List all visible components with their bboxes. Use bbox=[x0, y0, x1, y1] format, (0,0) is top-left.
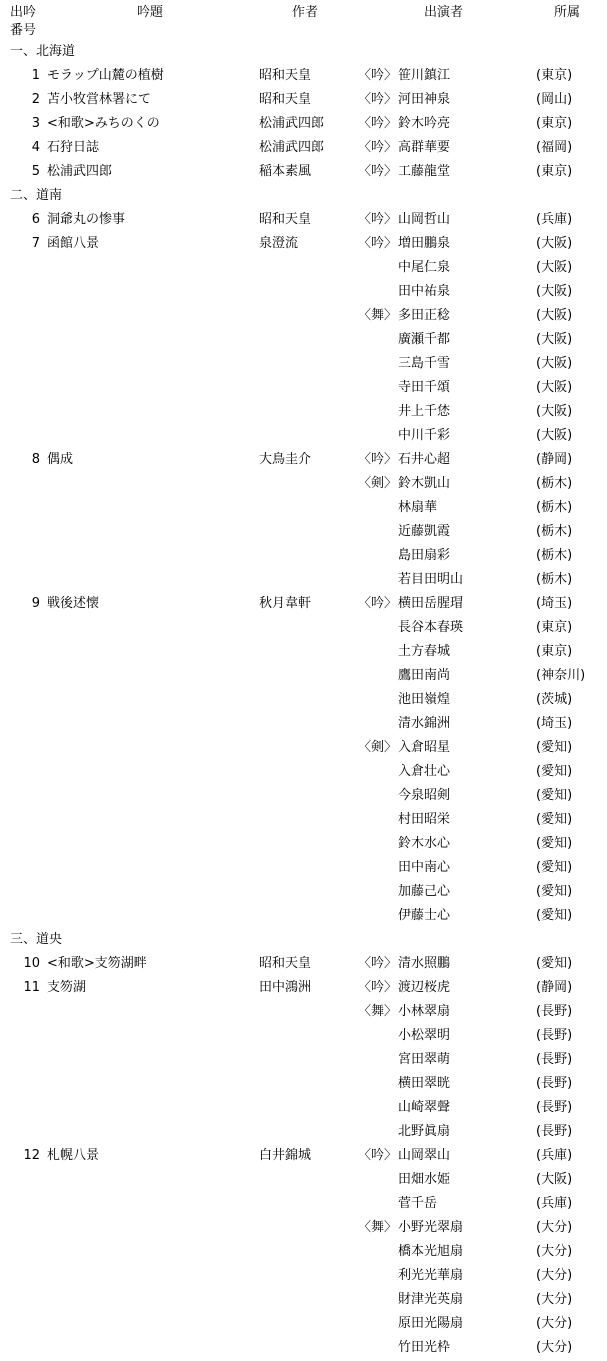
item-author: 昭和天皇 bbox=[259, 68, 312, 83]
performer-affiliation: (大分) bbox=[536, 1220, 573, 1235]
table-header bbox=[0, 4, 607, 40]
performer-affiliation: (大阪) bbox=[536, 236, 573, 251]
performer-affiliation: (栃木) bbox=[536, 548, 573, 563]
item-title: 洞爺丸の惨事 bbox=[47, 212, 126, 227]
performer-affiliation: (大阪) bbox=[536, 428, 573, 443]
performer-role: 〈舞〉 bbox=[358, 1220, 398, 1235]
section-row bbox=[0, 928, 607, 952]
performer-name: 小松翠明 bbox=[398, 1028, 451, 1043]
table-row bbox=[0, 1216, 607, 1240]
table-row bbox=[0, 1144, 607, 1168]
item-number: 2 bbox=[31, 92, 40, 107]
performer-affiliation: (長野) bbox=[536, 1004, 573, 1019]
performer-name: 田中祐泉 bbox=[398, 284, 451, 299]
performer-name: 小野光翠扇 bbox=[398, 1220, 464, 1235]
performer-affiliation: (大阪) bbox=[536, 404, 573, 419]
performer-affiliation: (福岡) bbox=[536, 140, 573, 155]
section-row bbox=[0, 184, 607, 208]
performer-name: 横田岳腥瑁 bbox=[398, 596, 464, 611]
performer-name: 田中南心 bbox=[398, 860, 451, 875]
performer-role: 〈舞〉 bbox=[358, 1004, 398, 1019]
item-author: 昭和天皇 bbox=[259, 956, 312, 971]
table-row bbox=[0, 400, 607, 424]
performer-name: 鈴木水心 bbox=[398, 836, 451, 851]
table-row bbox=[0, 592, 607, 616]
table-row bbox=[0, 328, 607, 352]
performer-affiliation: (大阪) bbox=[536, 308, 573, 323]
performer-role: 〈剣〉 bbox=[358, 740, 398, 755]
performer-affiliation: (埼玉) bbox=[536, 716, 573, 731]
section-heading: 三、道央 bbox=[10, 932, 63, 947]
performer-affiliation: (長野) bbox=[536, 1076, 573, 1091]
item-number: 6 bbox=[31, 212, 40, 227]
table-row bbox=[0, 136, 607, 160]
table-row bbox=[0, 1120, 607, 1144]
performer-affiliation: (愛知) bbox=[536, 884, 573, 899]
item-author: 田中鴻洲 bbox=[259, 980, 312, 995]
table-row bbox=[0, 1072, 607, 1096]
item-number: 5 bbox=[31, 164, 40, 179]
item-title: 松浦武四郎 bbox=[47, 164, 113, 179]
section-heading: 一、北海道 bbox=[10, 44, 76, 59]
performer-affiliation: (大阪) bbox=[536, 260, 573, 275]
table-row bbox=[0, 616, 607, 640]
table-row bbox=[0, 1336, 607, 1360]
item-number: 11 bbox=[23, 980, 40, 995]
performer-role: 〈舞〉 bbox=[358, 308, 398, 323]
table-row bbox=[0, 1024, 607, 1048]
table-row bbox=[0, 880, 607, 904]
table-row bbox=[0, 856, 607, 880]
table-row bbox=[0, 1048, 607, 1072]
table-row bbox=[0, 712, 607, 736]
performer-name: 中尾仁泉 bbox=[398, 260, 451, 275]
performer-name: 林扇華 bbox=[398, 500, 438, 515]
performer-affiliation: (大阪) bbox=[536, 284, 573, 299]
performer-affiliation: (長野) bbox=[536, 1028, 573, 1043]
performer-affiliation: (大分) bbox=[536, 1340, 573, 1355]
header-title: 吟題 bbox=[137, 5, 164, 20]
performer-name: 長谷本春瑛 bbox=[398, 620, 464, 635]
item-author: 泉澄流 bbox=[259, 236, 299, 251]
performer-name: 山岡哲山 bbox=[398, 212, 451, 227]
performer-affiliation: (大阪) bbox=[536, 380, 573, 395]
performer-name: 池田嶺煌 bbox=[398, 692, 451, 707]
performer-affiliation: (東京) bbox=[536, 68, 573, 83]
performer-affiliation: (静岡) bbox=[536, 452, 573, 467]
performer-name: 清水錦洲 bbox=[398, 716, 451, 731]
item-number: 1 bbox=[31, 68, 40, 83]
performer-affiliation: (東京) bbox=[536, 644, 573, 659]
performer-affiliation: (大阪) bbox=[536, 332, 573, 347]
item-author: 秋月韋軒 bbox=[259, 596, 312, 611]
performer-role: 〈吟〉 bbox=[358, 116, 398, 131]
header-author: 作者 bbox=[292, 5, 319, 20]
performer-affiliation: (愛知) bbox=[536, 788, 573, 803]
performer-role: 〈吟〉 bbox=[358, 92, 398, 107]
item-author: 大鳥圭介 bbox=[259, 452, 312, 467]
table-row bbox=[0, 760, 607, 784]
performer-affiliation: (愛知) bbox=[536, 764, 573, 779]
performer-name: 山岡翠山 bbox=[398, 1148, 451, 1163]
performer-name: 土方春城 bbox=[398, 644, 451, 659]
performer-name: 山崎翠聲 bbox=[398, 1100, 451, 1115]
performer-role: 〈吟〉 bbox=[358, 956, 398, 971]
performer-name: 石井心超 bbox=[398, 452, 451, 467]
performer-name: 増田鵬泉 bbox=[398, 236, 451, 251]
table-row bbox=[0, 544, 607, 568]
item-number: 12 bbox=[23, 1148, 40, 1163]
performer-name: 小林翠扇 bbox=[398, 1004, 451, 1019]
table-row bbox=[0, 808, 607, 832]
performer-affiliation: (栃木) bbox=[536, 572, 573, 587]
table-row bbox=[0, 280, 607, 304]
header-performer: 出演者 bbox=[424, 5, 464, 20]
table-row bbox=[0, 472, 607, 496]
performer-affiliation: (東京) bbox=[536, 116, 573, 131]
performer-affiliation: (長野) bbox=[536, 1052, 573, 1067]
section-row bbox=[0, 40, 607, 64]
performer-affiliation: (兵庫) bbox=[536, 1196, 573, 1211]
performer-affiliation: (愛知) bbox=[536, 740, 573, 755]
item-title: 偶成 bbox=[47, 452, 74, 467]
performer-name: 清水照鵬 bbox=[398, 956, 451, 971]
performer-affiliation: (栃木) bbox=[536, 524, 573, 539]
table-row bbox=[0, 112, 607, 136]
table-row bbox=[0, 736, 607, 760]
performer-name: 寺田千頌 bbox=[398, 380, 451, 395]
table-row bbox=[0, 784, 607, 808]
item-number: 3 bbox=[31, 116, 40, 131]
table-row bbox=[0, 520, 607, 544]
performer-name: 村田昭栄 bbox=[398, 812, 451, 827]
table-row bbox=[0, 208, 607, 232]
table-row bbox=[0, 952, 607, 976]
table-row bbox=[0, 1096, 607, 1120]
performer-name: 今泉昭剣 bbox=[398, 788, 451, 803]
performer-affiliation: (東京) bbox=[536, 164, 573, 179]
table-row bbox=[0, 1000, 607, 1024]
performer-name: 入倉壮心 bbox=[398, 764, 451, 779]
item-title: 苫小牧営林署にて bbox=[47, 92, 152, 107]
performer-affiliation: (大分) bbox=[536, 1292, 573, 1307]
item-number: 10 bbox=[23, 956, 40, 971]
item-title: <和歌>支笏湖畔 bbox=[47, 956, 147, 971]
table-row bbox=[0, 88, 607, 112]
performer-affiliation: (兵庫) bbox=[536, 1148, 573, 1163]
performer-name: 中川千彩 bbox=[398, 428, 451, 443]
item-title: 石狩日誌 bbox=[47, 140, 100, 155]
performer-affiliation: (東京) bbox=[536, 620, 573, 635]
table-row bbox=[0, 1264, 607, 1288]
performer-name: 横田翠晄 bbox=[398, 1076, 451, 1091]
performer-name: 廣瀬千都 bbox=[398, 332, 451, 347]
item-author: 白井錦城 bbox=[259, 1148, 312, 1163]
performer-name: 田畑水姫 bbox=[398, 1172, 451, 1187]
performer-name: 笹川鎮江 bbox=[398, 68, 451, 83]
performer-name: 多田正稔 bbox=[398, 308, 451, 323]
performer-name: 財津光英扇 bbox=[398, 1292, 464, 1307]
table-row bbox=[0, 688, 607, 712]
performer-name: 宮田翠萌 bbox=[398, 1052, 451, 1067]
performer-affiliation: (大阪) bbox=[536, 1172, 573, 1187]
performer-affiliation: (大分) bbox=[536, 1316, 573, 1331]
performer-affiliation: (愛知) bbox=[536, 908, 573, 923]
performer-name: 渡辺桜虎 bbox=[398, 980, 451, 995]
performer-name: 島田扇彩 bbox=[398, 548, 451, 563]
table-row bbox=[0, 424, 607, 448]
item-title: 札幌八景 bbox=[47, 1148, 100, 1163]
item-number: 8 bbox=[31, 452, 40, 467]
performer-role: 〈吟〉 bbox=[358, 980, 398, 995]
performer-name: 近藤凱霞 bbox=[398, 524, 451, 539]
table-row bbox=[0, 976, 607, 1000]
performer-affiliation: (栃木) bbox=[536, 500, 573, 515]
table-row bbox=[0, 448, 607, 472]
performer-role: 〈吟〉 bbox=[358, 212, 398, 227]
table-row bbox=[0, 256, 607, 280]
table-row bbox=[0, 664, 607, 688]
performer-affiliation: (長野) bbox=[536, 1100, 573, 1115]
performer-role: 〈吟〉 bbox=[358, 140, 398, 155]
item-number: 7 bbox=[31, 236, 40, 251]
performer-affiliation: (愛知) bbox=[536, 812, 573, 827]
item-author: 稲本素風 bbox=[259, 164, 312, 179]
table-row bbox=[0, 832, 607, 856]
performer-name: 三島千雪 bbox=[398, 356, 451, 371]
table-row bbox=[0, 64, 607, 88]
performer-name: 橋本光旭扇 bbox=[398, 1244, 464, 1259]
performer-name: 工藤龍堂 bbox=[398, 164, 451, 179]
program-table bbox=[0, 40, 607, 1360]
performer-role: 〈吟〉 bbox=[358, 164, 398, 179]
performer-name: 北野眞扇 bbox=[398, 1124, 451, 1139]
performer-affiliation: (愛知) bbox=[536, 956, 573, 971]
performer-name: 入倉昭星 bbox=[398, 740, 451, 755]
performer-name: 河田神泉 bbox=[398, 92, 451, 107]
performer-affiliation: (大分) bbox=[536, 1244, 573, 1259]
table-row bbox=[0, 904, 607, 928]
item-author: 松浦武四郎 bbox=[259, 140, 325, 155]
item-author: 昭和天皇 bbox=[259, 92, 312, 107]
table-row bbox=[0, 640, 607, 664]
performer-name: 井上千恷 bbox=[398, 404, 451, 419]
performer-name: 原田光陽扇 bbox=[398, 1316, 464, 1331]
performer-name: 利光光華扇 bbox=[398, 1268, 464, 1283]
table-row bbox=[0, 352, 607, 376]
performer-affiliation: (兵庫) bbox=[536, 212, 573, 227]
performer-affiliation: (長野) bbox=[536, 1124, 573, 1139]
item-author: 昭和天皇 bbox=[259, 212, 312, 227]
performer-name: 鷹田南尚 bbox=[398, 668, 451, 683]
header-affiliation: 所属 bbox=[554, 5, 581, 20]
performer-role: 〈吟〉 bbox=[358, 596, 398, 611]
table-row bbox=[0, 1168, 607, 1192]
performer-affiliation: (栃木) bbox=[536, 476, 573, 491]
performer-role: 〈剣〉 bbox=[358, 476, 398, 491]
performer-name: 加藤己心 bbox=[398, 884, 451, 899]
header-number-line1: 出吟 bbox=[10, 5, 37, 20]
table-row bbox=[0, 496, 607, 520]
performer-affiliation: (愛知) bbox=[536, 836, 573, 851]
item-author: 松浦武四郎 bbox=[259, 116, 325, 131]
performer-name: 伊藤士心 bbox=[398, 908, 451, 923]
item-number: 9 bbox=[31, 596, 40, 611]
performer-name: 竹田光枠 bbox=[398, 1340, 451, 1355]
table-row bbox=[0, 304, 607, 328]
section-heading: 二、道南 bbox=[10, 188, 63, 203]
performer-affiliation: (岡山) bbox=[536, 92, 573, 107]
performer-role: 〈吟〉 bbox=[358, 1148, 398, 1163]
performer-affiliation: (大阪) bbox=[536, 356, 573, 371]
performer-affiliation: (愛知) bbox=[536, 860, 573, 875]
table-row bbox=[0, 376, 607, 400]
performer-affiliation: (静岡) bbox=[536, 980, 573, 995]
performer-affiliation: (大分) bbox=[536, 1268, 573, 1283]
performer-name: 高群華要 bbox=[398, 140, 451, 155]
table-row bbox=[0, 232, 607, 256]
item-title: <和歌>みちのくの bbox=[47, 116, 160, 131]
performer-name: 鈴木凱山 bbox=[398, 476, 451, 491]
table-row bbox=[0, 1240, 607, 1264]
item-title: 支笏湖 bbox=[47, 980, 87, 995]
table-row bbox=[0, 160, 607, 184]
performer-role: 〈吟〉 bbox=[358, 68, 398, 83]
item-number: 4 bbox=[31, 140, 40, 155]
performer-name: 鈴木吟亮 bbox=[398, 116, 451, 131]
item-title: 函館八景 bbox=[47, 236, 100, 251]
item-title: 戦後述懐 bbox=[47, 596, 100, 611]
table-row bbox=[0, 1288, 607, 1312]
item-title: モラップ山麓の植樹 bbox=[47, 68, 164, 83]
table-row bbox=[0, 1312, 607, 1336]
table-row bbox=[0, 568, 607, 592]
header-number-line2: 番号 bbox=[10, 23, 37, 38]
table-row bbox=[0, 1192, 607, 1216]
performer-affiliation: (神奈川) bbox=[536, 668, 586, 683]
performer-role: 〈吟〉 bbox=[358, 452, 398, 467]
performer-name: 菅千岳 bbox=[398, 1196, 438, 1211]
performer-name: 若目田明山 bbox=[398, 572, 464, 587]
performer-affiliation: (茨城) bbox=[536, 692, 573, 707]
performer-role: 〈吟〉 bbox=[358, 236, 398, 251]
performer-affiliation: (埼玉) bbox=[536, 596, 573, 611]
